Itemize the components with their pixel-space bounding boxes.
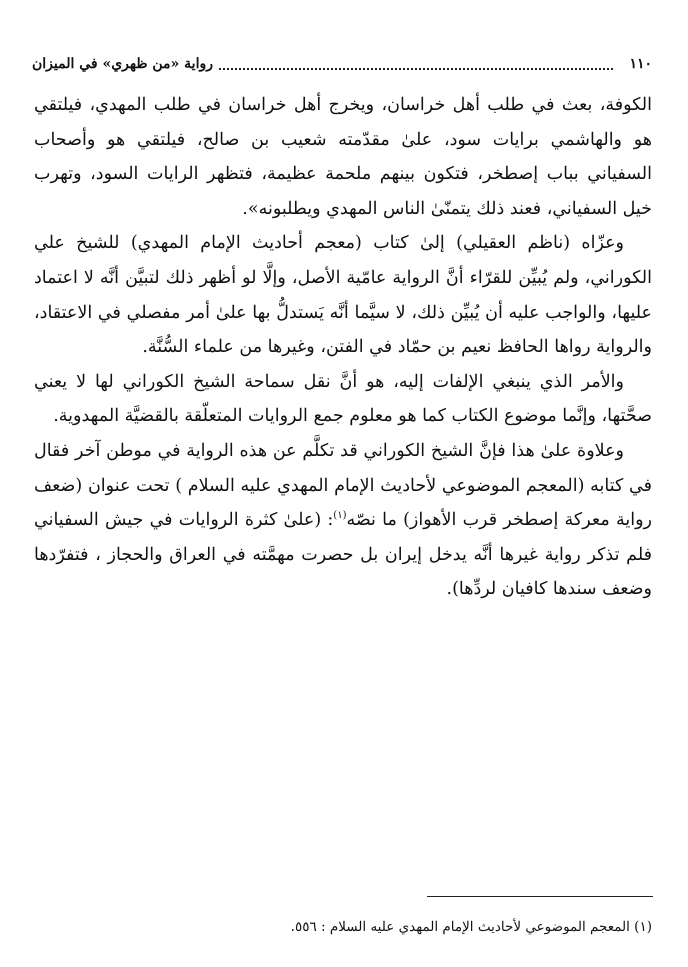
footnote-divider — [427, 896, 653, 897]
body-text — [34, 88, 652, 607]
leader-dots — [219, 67, 613, 70]
page-number: ١١٠ — [629, 56, 652, 72]
running-title: رواية «من ظهري» في الميزان — [32, 56, 213, 72]
footnote-marker[interactable]: (١) — [333, 510, 347, 522]
running-head — [32, 52, 652, 76]
paragraph-2: وعزّاه (ناظم العقيلي) إلىٰ كتاب (معجم أحاديث الإمام المهدي) للشيخ علي الكوراني، ولم يُبيِّن للقرّاء أنَّ الرواية عامّية الأصل، وإلَّا لو أظهر ذلك لتبيَّن أنَّه لا اعتماد عليها، والواجب عليه أن يُبيِّن ذلك، لا سيَّما أنَّه يَستدلُّ بها علىٰ أمر مفصلي في الاعتقاد، والرواية رواها الحافظ نعيم بن حمّاد في الفتن، وغيرها من علماء السُّنَّة. — [34, 233, 652, 358]
paragraph-4-lead: وعلاوة علىٰ هذا فإنَّ الشيخ الكوراني قد تكلَّم عن هذه الرواية في موطن آخر فقال في كتابه (المعجم الموضوعي لأحاديث الإمام المهدي عليه السلام ) تحت عنوان (ضعف رواية معركة إصطخر قرب الأهواز) ما نصّه — [34, 440, 652, 531]
paragraph-4-quote: : (علىٰ كثرة الروايات في جيش السفياني فلم تذكر رواية غيرها أنَّه يدخل إيران بل حصرت مهمَّته في العراق والحجاز ، فتفرّدها وضعف سندها كافيان لردِّها). — [34, 510, 652, 600]
paragraph-4 — [34, 434, 652, 607]
footnote: (١) المعجم الموضوعي لأحاديث الإمام المهدي عليه السلام : ٥٥٦. — [290, 919, 652, 935]
paragraph-3: والأمر الذي ينبغي الإلفات إليه، هو أنَّ نقل سماحة الشيخ الكوراني لها لا يعني صحَّتها، وإنَّما موضوع الكتاب كما هو معلوم جمع الروايات المتعلّقة بالقضيَّة المهدوية. — [34, 371, 652, 427]
paragraph-1: الكوفة، بعث في طلب أهل خراسان، ويخرج أهل خراسان في طلب المهدي، فيلتقي هو والهاشمي برايات سود، علىٰ مقدّمته شعيب بن صالح، فيلتقي هو وأصحاب السفياني بباب إصطخر، فتكون بينهم ملحمة عظيمة، فتظهر الرايات السود، وتهرب خيل السفياني، فعند ذلك يتمنّىٰ الناس المهدي ويطلبونه». — [34, 95, 652, 219]
